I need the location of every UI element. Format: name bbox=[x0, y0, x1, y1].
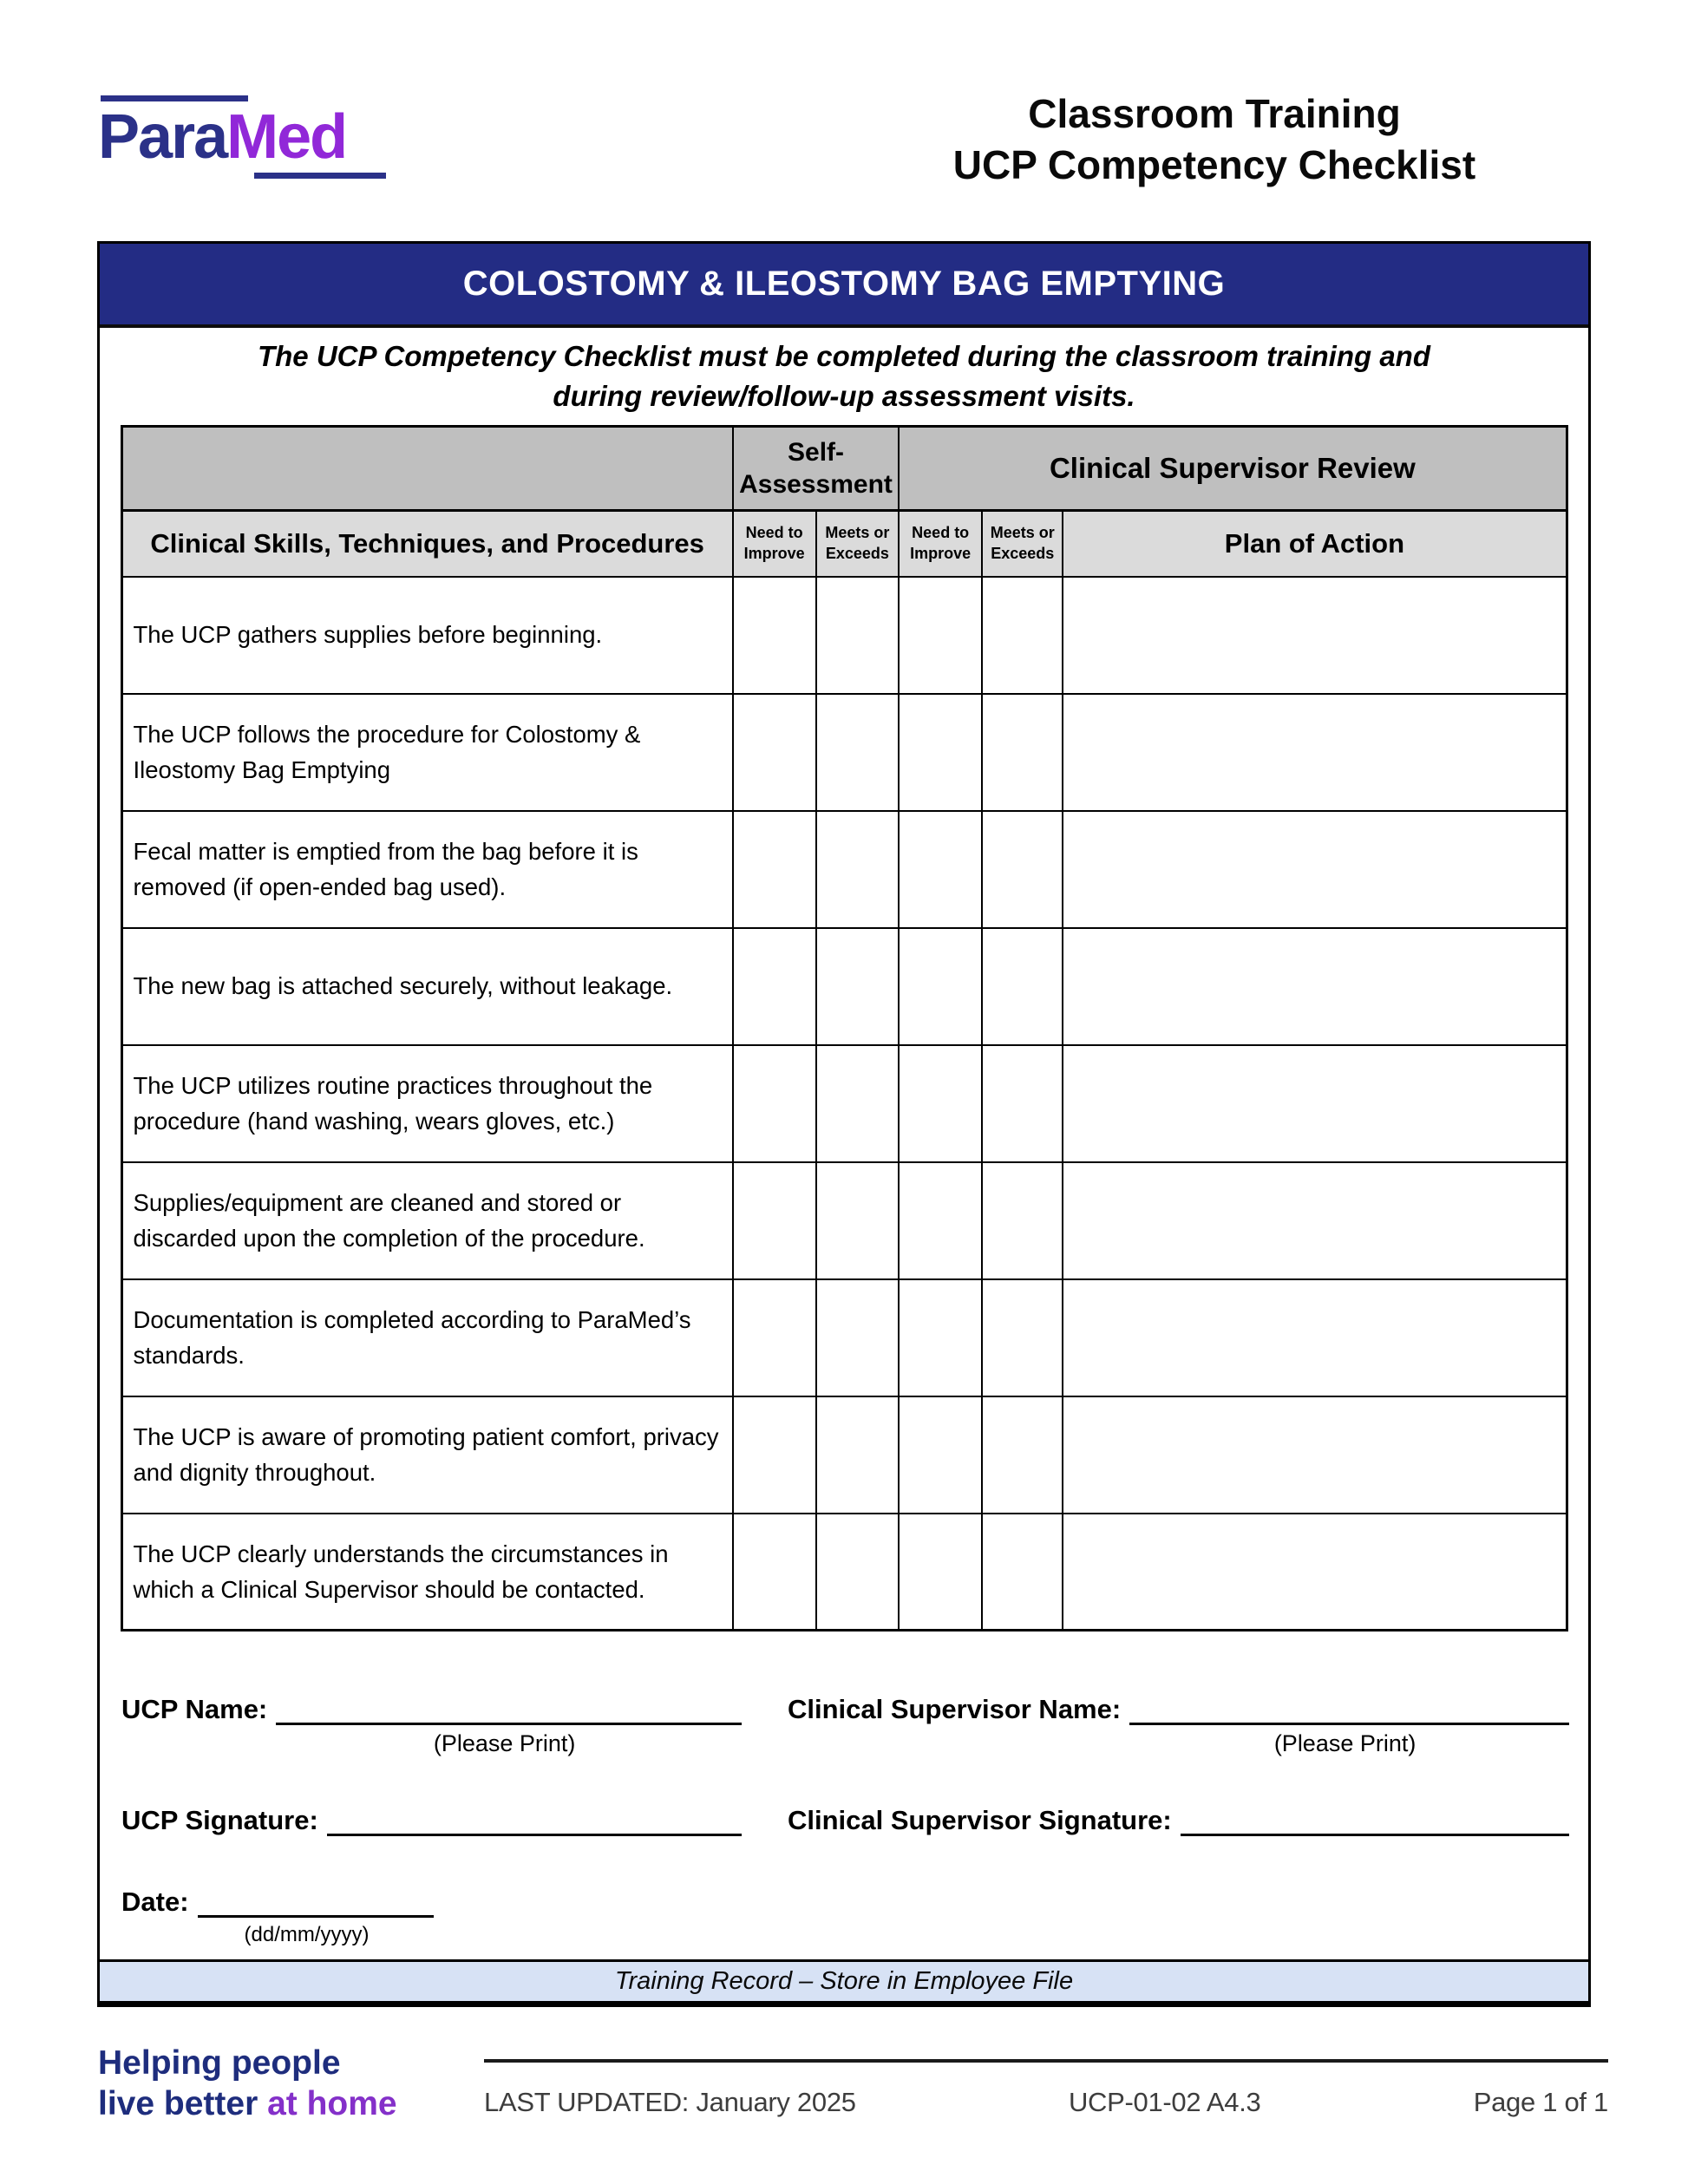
tagline-line1: Helping people bbox=[98, 2044, 341, 2082]
instruction-text bbox=[100, 328, 1588, 425]
self-assessment-group-header: Self-Assessment bbox=[733, 427, 900, 511]
table-row bbox=[121, 811, 1567, 928]
footer-info bbox=[484, 2059, 1608, 2118]
footer-divider bbox=[484, 2059, 1608, 2063]
tagline-live-better: live better bbox=[98, 2084, 268, 2122]
date-format-caption: (dd/mm/yyyy) bbox=[244, 1923, 370, 1946]
instruction-line1: The UCP Competency Checklist must be completed during the classroom training and bbox=[257, 340, 1431, 373]
signature-section bbox=[121, 1685, 1569, 1952]
supervisor-name-caption-row bbox=[788, 1725, 1569, 1760]
supervisor-name-line bbox=[1129, 1692, 1569, 1725]
skill-text-cell: The UCP clearly understands the circumstances in which a Clinical Supervisor should be contacted. bbox=[121, 1514, 733, 1631]
skill-text-cell: Supplies/equipment are cleaned and stored or discarded upon the completion of the procedure. bbox=[121, 1162, 733, 1279]
table-column-header-row bbox=[121, 511, 1567, 577]
supervisor-meets-exceeds-cell bbox=[982, 928, 1063, 1045]
content-box bbox=[97, 241, 1591, 2007]
ucp-signature-row bbox=[121, 1796, 742, 1836]
footer-tagline bbox=[98, 2043, 397, 2125]
table-group-header-row bbox=[121, 427, 1567, 511]
date-row bbox=[121, 1878, 742, 1918]
self-meets-exceeds-cell bbox=[816, 1162, 900, 1279]
page-number: Page 1 of 1 bbox=[1473, 2087, 1608, 2117]
logo-top-rule bbox=[101, 95, 248, 101]
skill-text-cell: The UCP is aware of promoting patient comfort, privacy and dignity throughout. bbox=[121, 1396, 733, 1514]
logo-part-para: Para bbox=[98, 102, 227, 172]
ucp-signature-column bbox=[121, 1685, 742, 1952]
please-print-caption: (Please Print) bbox=[1273, 1730, 1416, 1756]
skill-text-cell: Fecal matter is emptied from the bag before it is removed (if open-ended bag used). bbox=[121, 811, 733, 928]
plan-of-action-cell bbox=[1063, 1396, 1567, 1514]
logo-bottom-rule bbox=[254, 173, 386, 179]
skills-column-header: Clinical Skills, Techniques, and Procedures bbox=[121, 511, 733, 577]
self-need-improve-cell bbox=[733, 1162, 816, 1279]
self-need-improve-cell bbox=[733, 577, 816, 694]
date-label: Date: bbox=[121, 1886, 189, 1917]
document-title bbox=[824, 88, 1605, 191]
supervisor-meets-exceeds-cell bbox=[982, 577, 1063, 694]
skill-text-cell: The UCP utilizes routine practices throughout the procedure (hand washing, wears gloves, etc.) bbox=[121, 1045, 733, 1162]
supervisor-need-improve-cell bbox=[899, 811, 982, 928]
plan-of-action-header: Plan of Action bbox=[1063, 511, 1567, 577]
please-print-caption: (Please Print) bbox=[433, 1730, 576, 1756]
date-caption-row bbox=[121, 1918, 742, 1952]
supervisor-name-row bbox=[788, 1685, 1569, 1725]
self-need-improve-cell bbox=[733, 1514, 816, 1631]
supervisor-need-improve-cell bbox=[899, 1162, 982, 1279]
supervisor-signature-row bbox=[788, 1796, 1569, 1836]
skill-text-cell: The UCP gathers supplies before beginning. bbox=[121, 577, 733, 694]
date-line bbox=[198, 1885, 434, 1918]
table-row bbox=[121, 1279, 1567, 1396]
ucp-name-caption-row bbox=[121, 1725, 742, 1760]
supervisor-name-label: Clinical Supervisor Name: bbox=[788, 1693, 1122, 1724]
supervisor-signature-column bbox=[788, 1685, 1569, 1952]
self-meets-exceeds-cell bbox=[816, 1514, 900, 1631]
plan-of-action-cell bbox=[1063, 577, 1567, 694]
self-meets-exceeds-cell bbox=[816, 1045, 900, 1162]
supervisor-meets-exceeds-cell bbox=[982, 1162, 1063, 1279]
ucp-name-label: UCP Name: bbox=[121, 1693, 268, 1724]
supervisor-meets-exceeds-header: Meets or Exceeds bbox=[982, 511, 1063, 577]
paramed-logo bbox=[98, 95, 386, 179]
self-need-improve-cell bbox=[733, 928, 816, 1045]
plan-of-action-cell bbox=[1063, 1279, 1567, 1396]
plan-of-action-cell bbox=[1063, 1162, 1567, 1279]
self-need-improve-cell bbox=[733, 1396, 816, 1514]
blank-header-cell bbox=[121, 427, 733, 511]
supervisor-meets-exceeds-cell bbox=[982, 694, 1063, 811]
self-meets-exceeds-cell bbox=[816, 1396, 900, 1514]
document-title-line2: UCP Competency Checklist bbox=[952, 141, 1476, 187]
plan-of-action-cell bbox=[1063, 1514, 1567, 1631]
self-meets-exceeds-header: Meets or Exceeds bbox=[816, 511, 900, 577]
supervisor-signature-label: Clinical Supervisor Signature: bbox=[788, 1804, 1172, 1835]
supervisor-meets-exceeds-cell bbox=[982, 1514, 1063, 1631]
supervisor-need-improve-cell bbox=[899, 577, 982, 694]
self-meets-exceeds-cell bbox=[816, 1279, 900, 1396]
logo-wordmark bbox=[98, 102, 386, 172]
skill-text-cell: The UCP follows the procedure for Colostomy & Ileostomy Bag Emptying bbox=[121, 694, 733, 811]
self-need-improve-cell bbox=[733, 1279, 816, 1396]
instruction-line2: during review/follow-up assessment visits. bbox=[553, 380, 1135, 412]
document-title-line1: Classroom Training bbox=[1028, 91, 1401, 136]
section-banner: COLOSTOMY & ILEOSTOMY BAG EMPTYING bbox=[100, 244, 1588, 328]
competency-table bbox=[121, 425, 1568, 1631]
table-row bbox=[121, 1162, 1567, 1279]
self-need-improve-cell bbox=[733, 811, 816, 928]
table-row bbox=[121, 577, 1567, 694]
self-meets-exceeds-cell bbox=[816, 811, 900, 928]
self-need-improve-cell bbox=[733, 1045, 816, 1162]
supervisor-need-improve-cell bbox=[899, 1279, 982, 1396]
supervisor-meets-exceeds-cell bbox=[982, 811, 1063, 928]
supervisor-need-improve-cell bbox=[899, 1045, 982, 1162]
ucp-signature-label: UCP Signature: bbox=[121, 1804, 318, 1835]
table-row bbox=[121, 1514, 1567, 1631]
self-need-improve-header: Need to Improve bbox=[733, 511, 816, 577]
skill-text-cell: Documentation is completed according to ParaMed’s standards. bbox=[121, 1279, 733, 1396]
supervisor-signature-line bbox=[1181, 1803, 1569, 1836]
table-row bbox=[121, 694, 1567, 811]
supervisor-meets-exceeds-cell bbox=[982, 1396, 1063, 1514]
self-need-improve-cell bbox=[733, 694, 816, 811]
ucp-name-row bbox=[121, 1685, 742, 1725]
self-meets-exceeds-cell bbox=[816, 928, 900, 1045]
logo-part-med: Med bbox=[226, 102, 347, 172]
supervisor-meets-exceeds-cell bbox=[982, 1279, 1063, 1396]
tagline-at-home: at home bbox=[267, 2084, 397, 2122]
plan-of-action-cell bbox=[1063, 1045, 1567, 1162]
supervisor-meets-exceeds-cell bbox=[982, 1045, 1063, 1162]
supervisor-need-improve-cell bbox=[899, 694, 982, 811]
table-row bbox=[121, 1396, 1567, 1514]
ucp-name-line bbox=[276, 1692, 742, 1725]
self-meets-exceeds-cell bbox=[816, 577, 900, 694]
tagline-line2 bbox=[98, 2084, 397, 2125]
last-updated-text: LAST UPDATED: January 2025 bbox=[484, 2087, 856, 2117]
plan-of-action-cell bbox=[1063, 811, 1567, 928]
plan-of-action-cell bbox=[1063, 928, 1567, 1045]
plan-of-action-cell bbox=[1063, 694, 1567, 811]
supervisor-need-improve-cell bbox=[899, 1514, 982, 1631]
table-row bbox=[121, 928, 1567, 1045]
supervisor-review-group-header: Clinical Supervisor Review bbox=[899, 427, 1567, 511]
supervisor-need-improve-header: Need to Improve bbox=[899, 511, 982, 577]
skill-text-cell: The new bag is attached securely, without leakage. bbox=[121, 928, 733, 1045]
document-code: UCP-01-02 A4.3 bbox=[1068, 2087, 1261, 2117]
table-row bbox=[121, 1045, 1567, 1162]
training-record-strip: Training Record – Store in Employee File bbox=[100, 1959, 1588, 2004]
self-meets-exceeds-cell bbox=[816, 694, 900, 811]
footer-text-row bbox=[484, 2087, 1608, 2118]
supervisor-need-improve-cell bbox=[899, 1396, 982, 1514]
supervisor-need-improve-cell bbox=[899, 928, 982, 1045]
ucp-signature-line bbox=[327, 1803, 742, 1836]
